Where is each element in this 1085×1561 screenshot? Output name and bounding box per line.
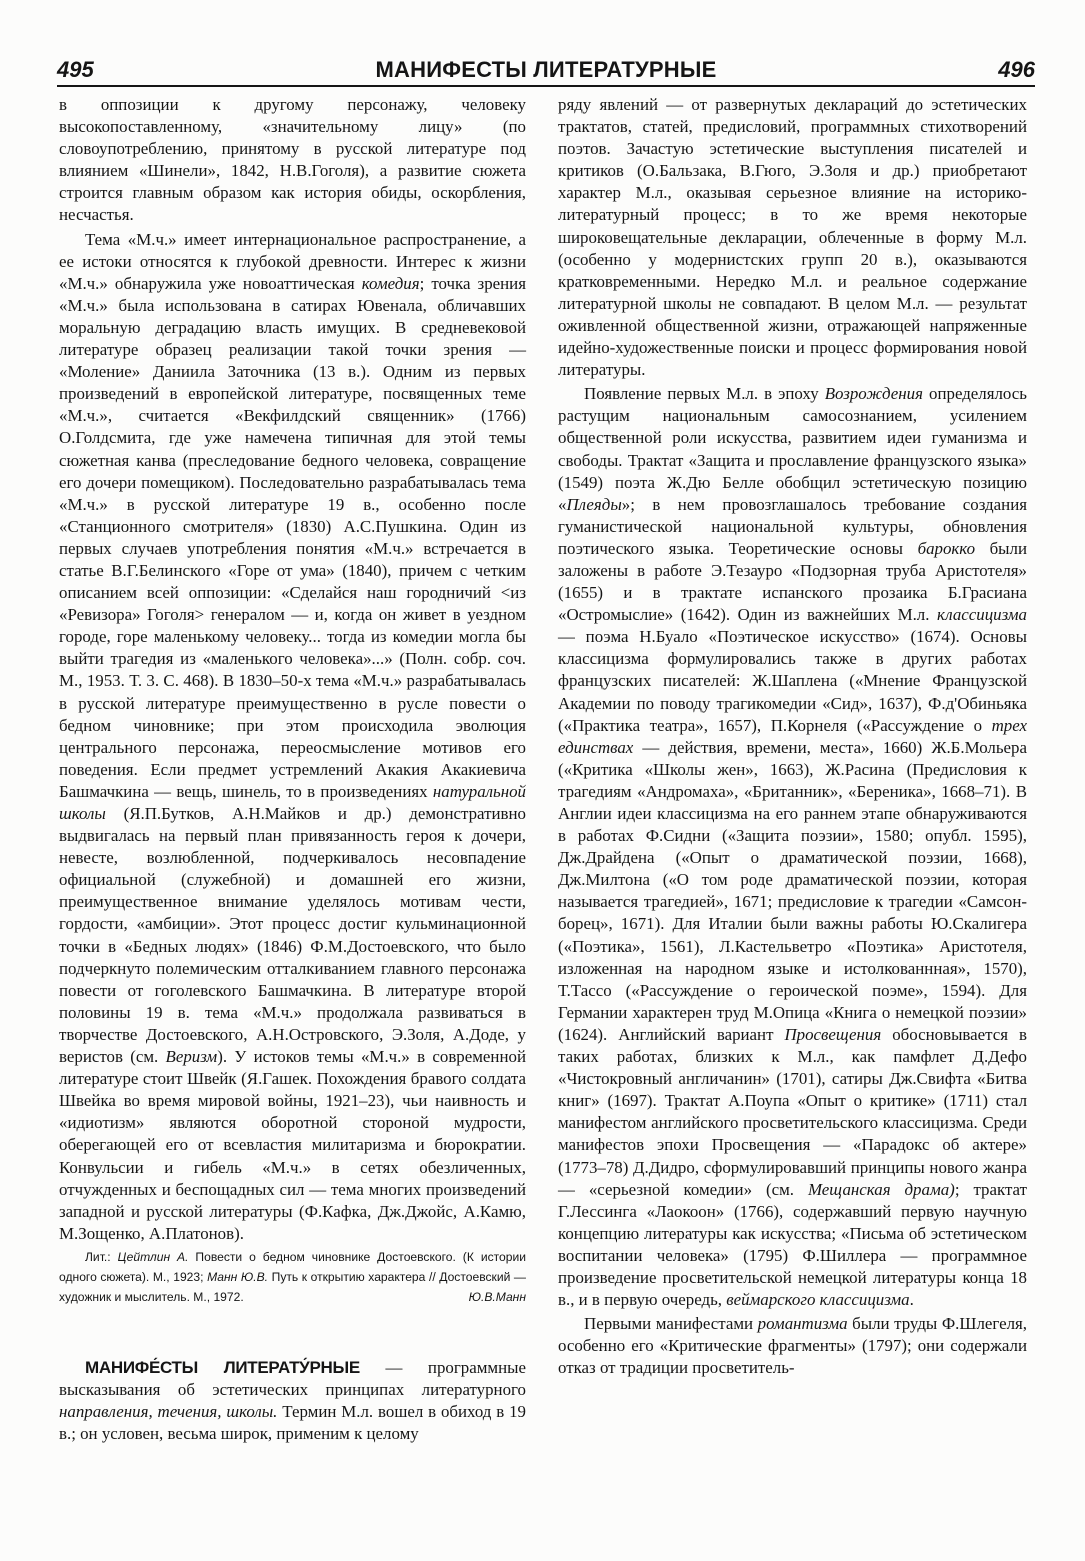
- running-title: МАНИФЕСТЫ ЛИТЕРАТУРНЫЕ: [375, 57, 717, 82]
- literature-references: Лит.: Цейтлин А. Повести о бедном чиновнике Достоевского. (К истории одного сюжета). М., 1923; Манн Ю.В. Путь к открытию характера // Достоевский — художник и мыслитель. М., 1972. Ю.В.Манн: [59, 1247, 526, 1307]
- right-column: [558, 94, 1027, 1379]
- left-column: [59, 94, 526, 1445]
- article-author: Ю.В.Манн: [468, 1289, 526, 1304]
- paragraph: Появление первых М.л. в эпоху Возрождения определялось растущим национальным самосознанием, усилением общественной роли искусства, развитием идеи гуманизма и свободы. Трактат «Защита и прославление французского языка» (1549) поэта Ж.Дю Белле обобщил эстетическую позицию «Плеяды»; в нем провозглашалось требование создания гуманистической национальной культуры, обновления поэтического языка. Теоретические основы барокко были заложены в работе Э.Тезауро «Подзорная труба Аристотеля» (1655) и в трактате испанского прозаика Б.Грасиана «Остромыслие» (1642). Один из важнейших М.л. классицизма — поэма Н.Буало «Поэтическое искусство» (1674). Основы классицизма формулировались также в других работах французских писателей: Ж.Шаплена («Мнение Французской Академии по поводу трагикомедии «Сид», 1637), Ф.д'Обиньяка («Практика театра», 1657), П.Корнеля («Рассуждение о трех единствах — действия, времени, места», 1660) Ж.Б.Мольера («Критика «Школы жен», 1663), Ж.Расина (Предисловия к трагедиям «Андромаха», «Британник», «Береника», 1668–71). В Англии идеи классицизма на его раннем этапе обнаруживаются в работах Ф.Сидни («Защита поэзии», 1580; опубл. 1595), Дж.Драйдена («Опыт о драматической поэзии, 1668), Дж.Милтона («О том роде драматической поэзии, которая называется трагедией», 1671; предисловие к трагедии «Самсон-борец», 1671). Для Италии были важны работы Ю.Скалигера («Поэтика», 1561), Л.Кастельветро «Поэтика» Аристотеля, изложенная на народном языке и истолкованнная», 1570), Т.Тассо («Рассуждение о героической поэме», 1594). Для Германии характерен труд М.Опица «Книга о немецкой поэзии» (1624). Английский вариант Просвещения обосновывается в таких работах, близких к М.л., как памфлет Д.Дефо «Чистокровный англичанин» (1701), сатиры Дж.Свифта «Битва книг» (1697). Трактат А.Поупа «Опыт о критике» (1711) стал манифестом английского просветительского классицизма. Среди манифестов эпохи Просвещения — «Парадокс об актере» (1773–78) Д.Дидро, сформулировавший принципы нового жанра — «серьезной комедии» (см. Мещанская драма); трактат Г.Лессинга «Лаокоон» (1766), содержавший первую научную концепцию литературы как искусства; «Письма об эстетическом воспитании человека» (1795) Ф.Шиллера — программное произведение просветительской немецкой литературы конца 18 в., и в первую очередь, веймарского классицизма.: [558, 384, 1027, 1310]
- paragraph: ряду явлений — от развернутых деклараций до эстетических трактатов, статей, предисловий, программных стихотворений поэтов. Зачастую эстетические выступления писателей и критиков (О.Бальзака, В.Гюго, Э.Золя и др.) приобретают характер М.л., оказывая серьезное влияние на историко-литературный процесс; в то же время некоторые широковещательные декларации, облеченные в форму М.л. (особенно у модернистских групп 20 в.), оказываются кратковременными. Нередко М.л. и реальное содержание литературной школы не совпадают. В целом М.л. — результат оживленной общественной жизни, отражающей напряженные идейно-художественные поиски и процесс формирования новой литературы.: [558, 95, 1027, 380]
- dictionary-entry: МАНИФЕ́СТЫ ЛИТЕРАТУ́РНЫЕ — программные высказывания об эстетических принципах литературного направления, течения, школы. Термин М.л. вошел в обиход в 19 в.; он условен, весьма широк, применим к целому: [59, 1357, 527, 1444]
- page-number-right: 496: [998, 57, 1035, 82]
- paragraph: Первыми манифестами романтизма были труды Ф.Шлегеля, особенно его «Критические фрагменты» (1797); они содержали отказ от традиции просветитель-: [558, 1314, 1027, 1378]
- header-rule: [57, 85, 1035, 87]
- entry-headword: МАНИФЕ́СТЫ ЛИТЕРАТУ́РНЫЕ: [85, 1357, 360, 1377]
- paragraph: в оппозиции к другому персонажу, человеку высокопоставленному, «значительному лицу» (по словоупотреблению, принятому в русской литературе под влиянием «Шинели», 1842, Н.В.Гоголя), а развитие сюжета строится главным образом как история обиды, оскорбления, несчастья.: [59, 95, 526, 225]
- paragraph: Тема «М.ч.» имеет интернациональное распространение, а ее истоки относятся к глубокой древности. Интерес к жизни «М.ч.» обнаружила уже новоаттическая комедия; точка зрения «М.ч.» была использована в сатирах Ювенала, обличавших моральную деградацию власть имущих. В средневековой литературе образец реализации такой точки зрения — «Моление» Даниила Заточника (13 в.). Одним из первых произведений в европейской литературе, посвященных теме «М.ч.», считается «Векфилдский священник» (1766) О.Голдсмита, где уже намечена типичная для этой темы сюжетная канва (преследование бедного человека, совращение его дочери помещиком). Последовательно разрабатывалась тема «М.ч.» в русской литературе 19 в., особенно после «Станционного смотрителя» (1830) А.С.Пушкина. Один из первых случаев употребления понятия «М.ч.» встречается в статье В.Г.Белинского «Горе от ума» (1840), причем с четким описанием всей оппозиции: «Сделайся наш городничий <из «Ревизора» Гоголя> генералом — и, когда он живет в уездном городе, горе маленькому человеку... тогда из комедии могла бы выйти трагедия из «маленького человека»...» (Полн. собр. соч. М., 1953. Т. 3. С. 468). В 1830–50-х тема «М.ч.» разрабатывалась в русской литературе преимущественно в русле повести о бедном чиновнике; при этом происходила эволюция центрального персонажа, переосмысление мотивов его поведения. Если предмет устремлений Акакия Акакиевича Башмачкина — вещь, шинель, то в произведениях натуральной школы (Я.П.Бутков, А.Н.Майков и др.) демонстративно выдвигалась на первый план привязанность героя к дочери, невесте, возлюбленной, подчеркивалось несовпадение официальной (служебной) и домашней его жизни, преимущественное внимание уделялось мотивам чести, гордости, «амбиции». Этот процесс достиг кульминационной точки в «Бедных людях» (1846) Ф.М.Достоевского, что было подчеркнуто полемическим отталкиванием главного персонажа повести от гоголевского Башмачкина. В литературе второй половины 19 в. тема «М.ч.» продолжала развиваться в творчестве Достоевского, А.Н.Островского, Э.Золя, А.Доде, у веристов (см. Веризм). У истоков темы «М.ч.» в современной литературе стоит Швейк (Я.Гашек. Похождения бравого солдата Швейка во время мировой войны, 1921–23), чьи наивность и «идиотизм» являются оборотной стороной мудрости, оберегающей его от всевластия милитаризма и бюрократии. Конвульсии и гибель «М.ч.» в сетях обезличенных, отчужденных и беспощадных сил — тема многих произведений западной и русской литературы (Ф.Кафка, Дж.Джойс, А.Камю, М.Зощенко, А.Платонов).: [59, 229, 526, 1243]
- page-number-left: 495: [57, 57, 94, 82]
